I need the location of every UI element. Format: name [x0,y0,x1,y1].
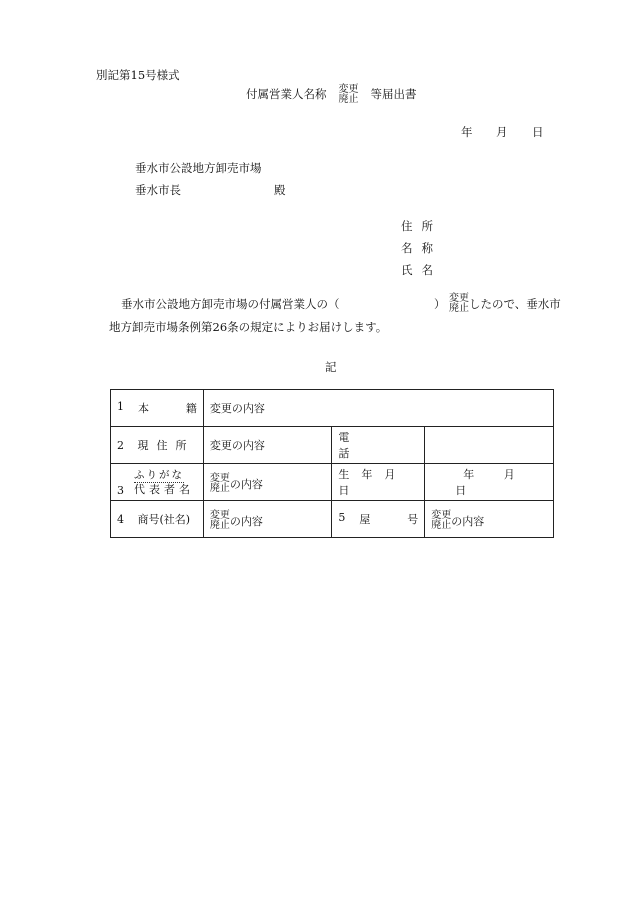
ki-heading: 記 [325,360,337,374]
row2-phone-label: 電話 [338,431,392,460]
table-row-trade-name [111,501,554,538]
row1-num: 1 [117,400,124,413]
cell-honseki-content [203,390,553,427]
row4-option-stack [210,511,230,531]
row5-num: 5 [338,511,346,524]
row5-opt-abolish: 廃止 [431,519,452,531]
cell-shop-name-label [332,501,425,538]
cell-honseki-label [111,390,204,427]
cell-representative-label [111,464,204,501]
cell-birth-value [425,464,554,501]
cell-address-content [203,427,332,464]
row3-opt-abolish: 廃止 [209,482,230,494]
date-month: 月 [496,125,508,139]
row5-label-a: 屋 [359,513,371,526]
body-close-paren: ） [434,297,446,311]
title-prefix: 付属営業人名称 [246,87,327,101]
row1-label-b: 籍 [185,402,197,415]
table-row-honseki [111,390,554,427]
change-table [110,389,554,538]
row3-birth-label: 生年月日 [338,468,408,497]
row5-label-b: 号 [407,513,419,526]
row4-opt-abolish: 廃止 [209,519,230,531]
document-title [246,84,417,104]
cell-phone-label [332,427,425,464]
row3-furigana: ふりがな [134,468,184,481]
row4-label: 商号(社名) [137,513,191,526]
row1-content: 変更の内容 [209,402,265,415]
row3-month: 月 [503,468,515,481]
row2-content: 変更の内容 [209,439,265,452]
date-year: 年 [461,125,473,139]
body-line1-tail: したので、垂水市 [469,297,561,311]
body-opt-abolish: 廃止 [449,303,469,314]
cell-shop-name-content [425,501,554,538]
title-opt-abolish: 廃止 [338,94,359,105]
row3-day: 日 [455,484,467,497]
row3-label: 代表者名 [134,482,194,496]
title-option-stack [339,85,359,105]
cell-trade-name-label [111,501,204,538]
form-number: 別記第15号様式 [96,68,180,82]
row5-content-suffix: の内容 [451,514,485,528]
recipient-market: 垂水市公設地方卸売市場 [135,161,262,175]
cell-birth-label [332,464,425,501]
row3-year: 年 [463,468,475,481]
row3-content-suffix: の内容 [229,477,263,491]
recipient-mayor: 垂水市長 [135,183,181,197]
row4-num: 4 [117,513,124,526]
row4-content-suffix: の内容 [229,514,263,528]
table-row-address [111,427,554,464]
cell-address-label [111,427,204,464]
applicant-name-label: 名称 [401,241,442,255]
table-row-representative [111,464,554,501]
row5-opt-change: 変更 [431,509,452,521]
row2-label: 現住所 [137,439,195,452]
body-opt-change: 変更 [449,293,469,304]
title-opt-change: 変更 [338,84,359,95]
cell-trade-name-content [203,501,332,538]
applicant-person-label: 氏名 [401,263,442,277]
row3-opt-change: 変更 [209,472,230,484]
body-line2: 地方卸売市場条例第26条の規定によりお届けします。 [109,320,388,334]
row3-option-stack [210,474,230,494]
body-option-stack [449,294,469,314]
recipient-honorific: 殿 [274,183,286,197]
row4-opt-change: 変更 [209,509,230,521]
body-line1-start: 垂水市公設地方卸売市場の付属営業人の（ [121,297,340,311]
row1-label-a: 本 [138,402,149,415]
body-line1-end [449,294,561,314]
applicant-address-label: 住所 [401,219,442,233]
title-suffix: 等届出書 [370,87,417,101]
date-day: 日 [532,125,544,139]
row5-option-stack [431,511,451,531]
cell-phone-value [425,427,554,464]
row3-num: 3 [117,483,124,497]
cell-representative-content [203,464,332,501]
row2-num: 2 [117,439,124,452]
